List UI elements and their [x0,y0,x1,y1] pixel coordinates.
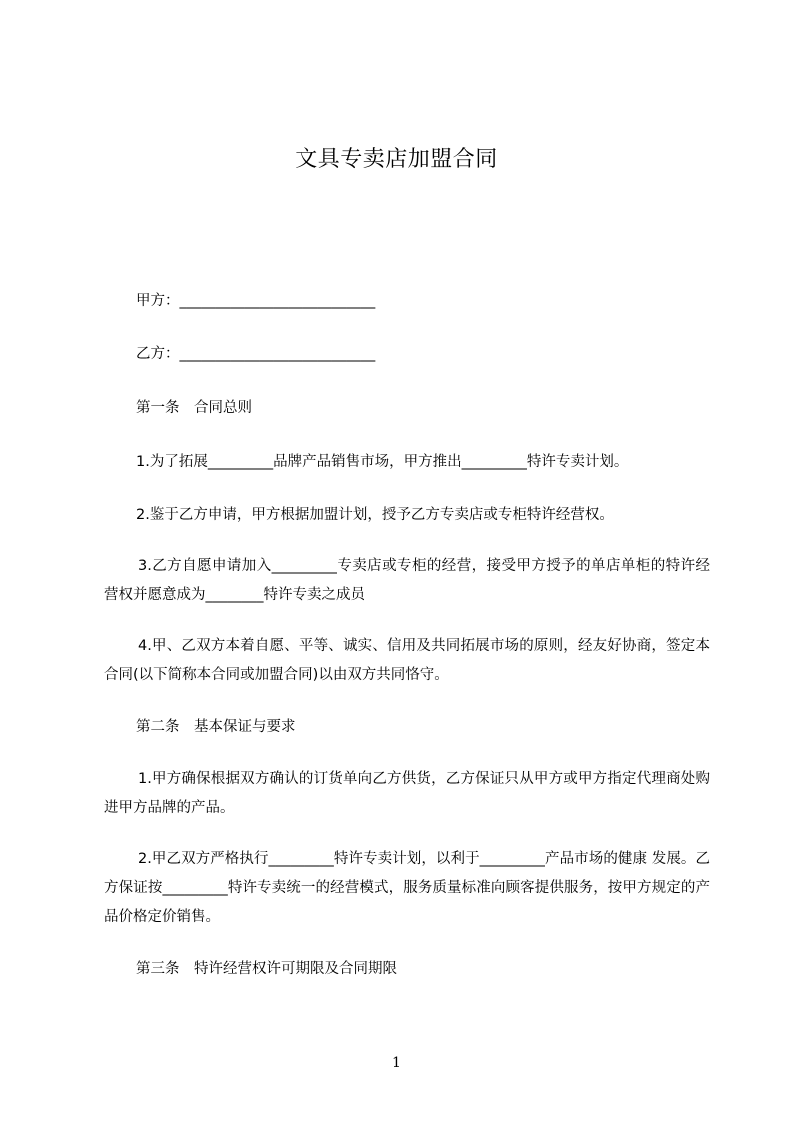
article-3-heading: 第三条 特许经营权许可期限及合同期限 [136,961,397,977]
article-1-item-3: 3.乙方自愿申请加入_________专卖店或专柜的经营，接受甲方授予的单店单柜的特许经营权并愿意成为________特许专卖之成员 [104,558,710,603]
article-1-item-4: 4.甲、乙双方本着自愿、平等、诚实、信用及共同拓展市场的原则，经友好协商，签定本合同(以下简称本合同或加盟合同)以由双方共同恪守。 [104,638,710,683]
article-1-item-2: 2.鉴于乙方申请，甲方根据加盟计划，授予乙方专卖店或专柜特许经营权。 [136,507,614,523]
article-2-heading: 第二条 基本保证与要求 [136,719,296,735]
page-number: 1 [392,1055,401,1071]
article-1-heading: 第一条 合同总则 [136,400,252,416]
article-2-item-1: 1.甲方确保根据双方确认的订货单向乙方供货，乙方保证只从甲方或甲方指定代理商处购进甲方品牌的产品。 [104,771,710,816]
party-b-line: 乙方：___________________________ [136,346,376,362]
article-2-item-2: 2.甲乙双方严格执行_________特许专卖计划，以利于_________产品市场的健康 发展。乙方保证按_________特许专卖统一的经营模式，服务质量标准向顾客提供服务，按甲方规定的产品价格定价销售。 [104,851,710,925]
article-1-item-1: 1.为了拓展_________品牌产品销售市场，甲方推出_________特许专卖计划。 [136,454,629,470]
party-a-line: 甲方：___________________________ [136,293,376,309]
document-title: 文具专卖店加盟合同 [295,147,498,172]
